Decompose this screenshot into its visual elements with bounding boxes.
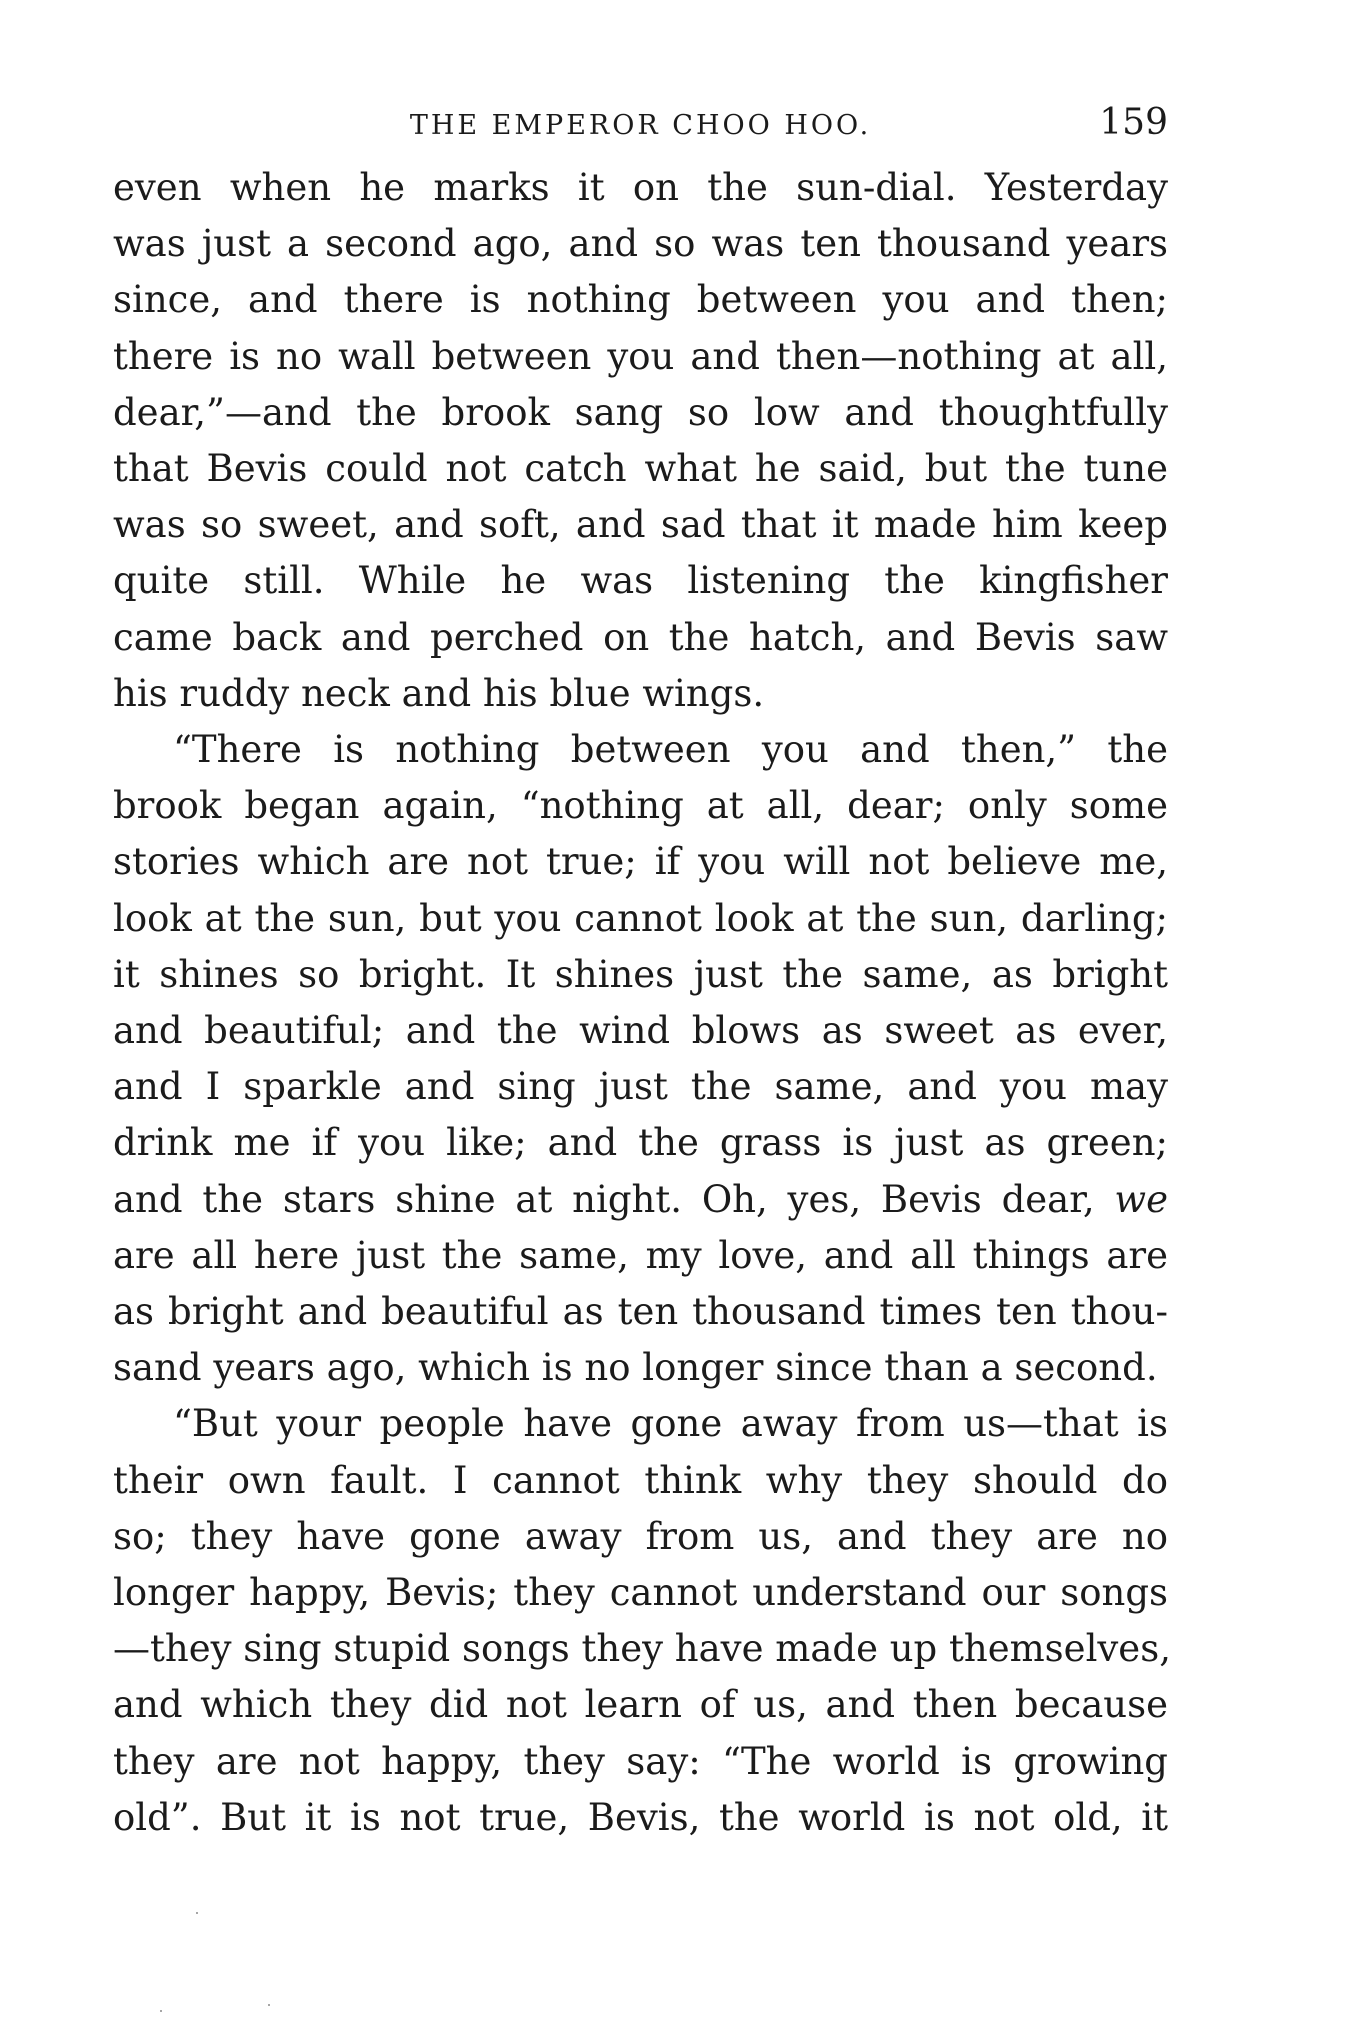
text-line: old”. But it is not true, Bevis, the world is not old, it [113,1795,1168,1839]
text-line: they are not happy, they say: “The world is growing [113,1739,1168,1783]
text-line: and which they did not learn of us, and then because [113,1683,1168,1727]
text-line: longer happy, Bevis; they cannot understand our songs [113,1571,1168,1615]
text-line: are all here just the same, my love, and all things are [113,1233,1168,1277]
text-line: as bright and beautiful as ten thousand times ten thou- [113,1290,1168,1334]
paper-speck [196,1912,198,1914]
text-line-with-emphasis [113,1172,1168,1228]
paper-speck [268,2004,270,2006]
text-line: sand years ago, which is no longer since than a second. [113,1346,1158,1390]
body-text [113,160,1171,1846]
text-line: their own fault. I cannot think why they should do [113,1458,1168,1502]
line-text: and the stars shine at night. Oh, yes, Bevis dear, [113,1177,1095,1221]
text-line: his ruddy neck and his blue wings. [113,671,765,715]
text-line: look at the sun, but you cannot look at the sun, darling; [113,896,1168,940]
text-line: was so sweet, and soft, and sad that it made him keep [113,503,1168,547]
text-line: even when he marks it on the sun-dial. Yesterday [113,166,1168,209]
text-line: dear,”—and the brook sang so low and thoughtfully [113,390,1168,434]
paper-speck [160,2010,162,2012]
text-line: “But your people have gone away from us—that is [173,1402,1168,1446]
text-line: there is no wall between you and then—nothing at all, [113,334,1168,378]
text-line: was just a second ago, and so was ten thousand years [113,222,1168,266]
paragraph-3 [113,1396,1171,1846]
paragraph-2 [113,722,1168,1396]
text-line: “There is nothing between you and then,” the [173,728,1168,772]
text-line: it shines so bright. It shines just the same, as bright [113,952,1168,996]
running-title: THE EMPEROR CHOO HOO. [409,110,872,141]
text-line: stories which are not true; if you will not believe me, [113,840,1168,884]
book-page [113,92,1171,1846]
text-line: and I sparkle and sing just the same, and you may [113,1065,1168,1109]
text-line: came back and perched on the hatch, and Bevis saw [113,615,1168,659]
page-header [113,92,1168,148]
text-line: since, and there is nothing between you and then; [113,278,1168,322]
text-line: and beautiful; and the wind blows as sweet as ever, [113,1009,1168,1053]
paragraph-1 [113,160,1168,722]
text-line: that Bevis could not catch what he said, but the tune [113,447,1168,491]
text-line: —they sing stupid songs they have made up themselves, [113,1627,1171,1671]
page-number: 159 [1099,102,1168,143]
text-line: quite still. While he was listening the kingfisher [113,559,1168,603]
text-line: brook began again, “nothing at all, dear; only some [113,784,1168,828]
emphasis-word: we [1114,1177,1168,1221]
text-line: drink me if you like; and the grass is just as green; [113,1121,1168,1165]
text-line: so; they have gone away from us, and they are no [113,1514,1168,1558]
